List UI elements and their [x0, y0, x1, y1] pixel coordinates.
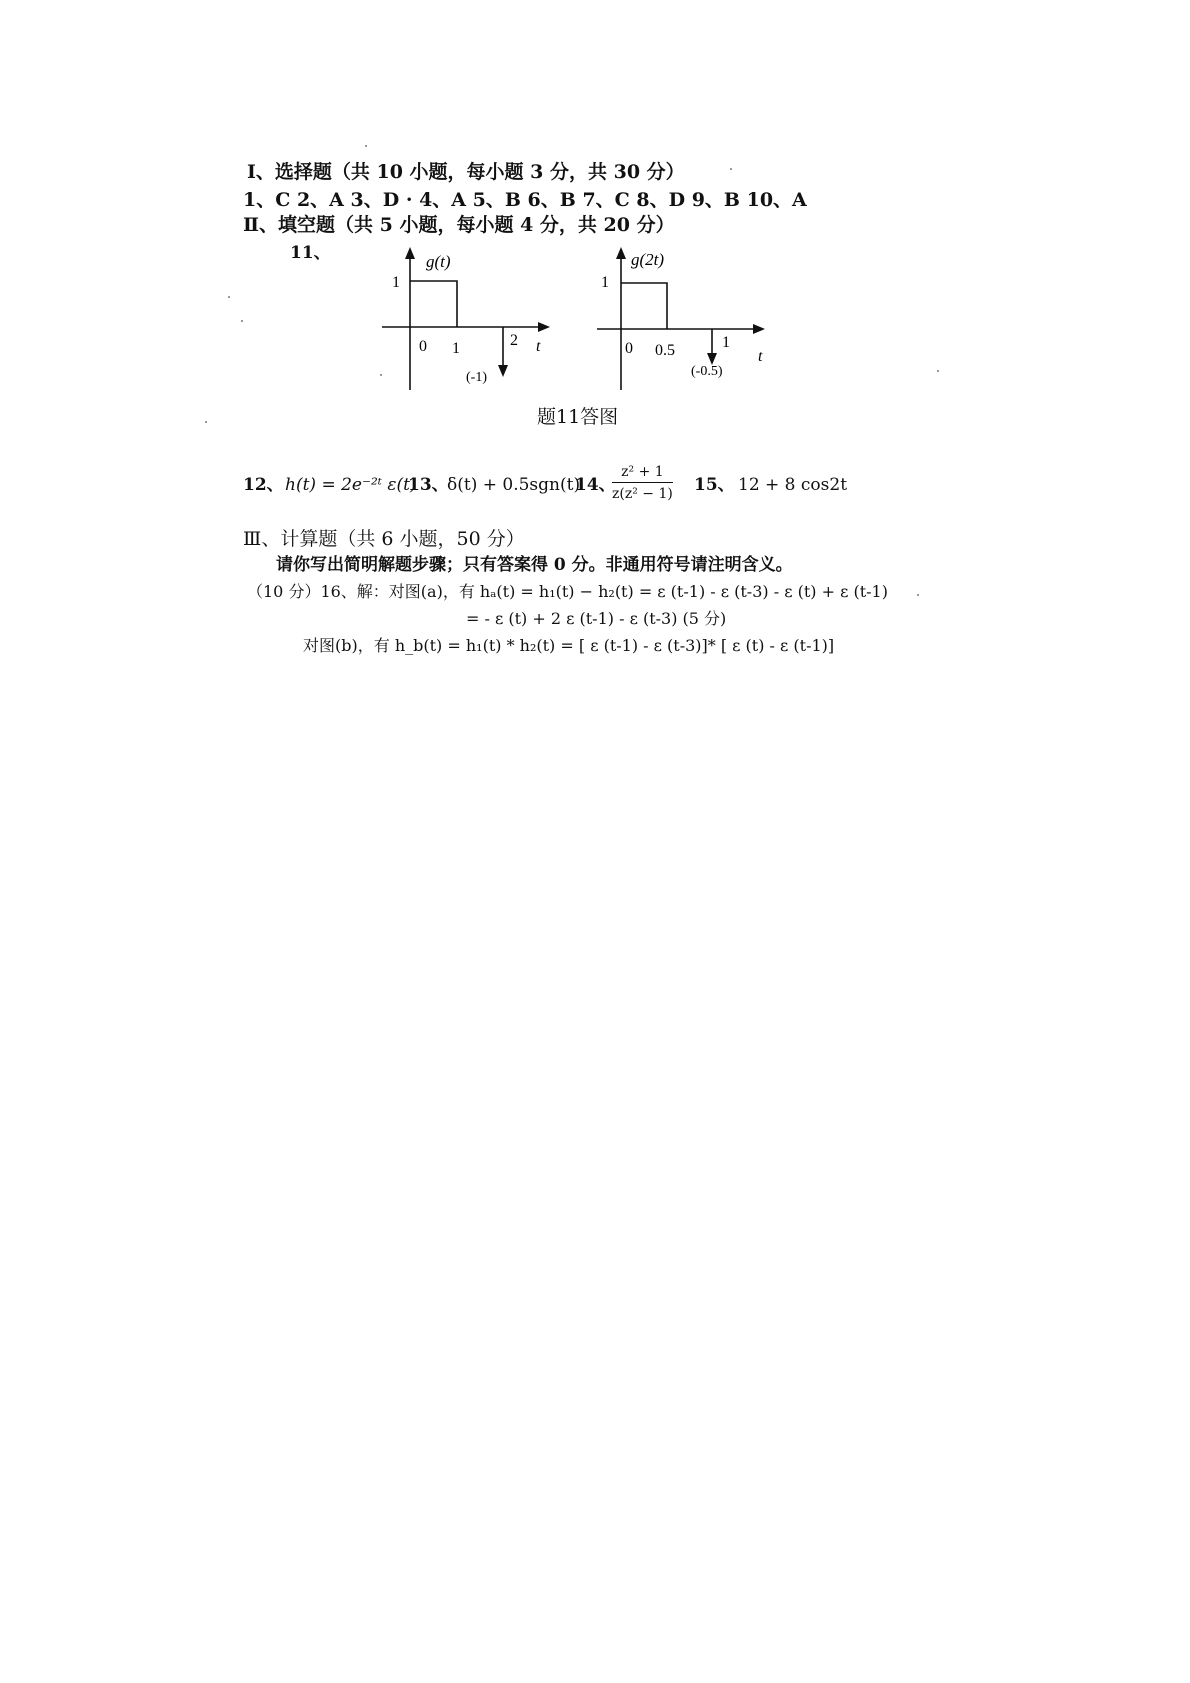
fig1-y-tick-1: 1 — [392, 274, 400, 291]
section1-answers: 1、C 2、A 3、D · 4、A 5、B 6、B 7、C 8、D 9、B 10、A — [243, 189, 807, 211]
section3-instruction: 请你写出简明解题步骤；只有答案得 0 分。非通用符号请注明含义。 — [276, 555, 793, 575]
fig2-impulse-label: (-0.5) — [691, 364, 723, 379]
section2-heading: Ⅱ、填空题（共 5 小题，每小题 4 分，共 20 分） — [243, 214, 675, 236]
q14-fraction — [612, 464, 673, 502]
fig2-x-arrowhead — [753, 324, 765, 334]
q15-label: 15、 — [694, 475, 735, 495]
figure-caption: 题11答图 — [537, 406, 619, 428]
scan-speck — [228, 296, 230, 298]
fig1-rect-pulse — [410, 281, 457, 327]
scan-speck — [937, 370, 939, 372]
q16-line1: （10 分）16、解：对图(a)，有 hₐ(t) = h₁(t) − h₂(t) = ε (t-1) - ε (t-3) - ε (t) + ε (t-1) — [247, 582, 888, 601]
q14-label: 14、 — [575, 475, 616, 495]
fig1-title: g(t) — [426, 252, 451, 271]
q14-denominator: z(z² − 1) — [612, 486, 673, 502]
scan-speck — [365, 145, 367, 147]
fig1-impulse-arrowhead — [498, 365, 508, 377]
q12-answer: h(t) = 2e⁻²ᵗ ε(t) — [285, 475, 417, 495]
q13-label: 13、 — [408, 475, 449, 495]
q15-answer: 12 + 8 cos2t — [738, 475, 848, 495]
fig2-rect-pulse — [621, 283, 667, 329]
q13-answer: δ(t) + 0.5sgn(t) — [447, 475, 581, 495]
fig2-x-axis-label: t — [758, 348, 763, 365]
scan-speck — [917, 594, 919, 596]
figure-g-of-2t — [585, 245, 785, 395]
fig2-x-tick-1: 1 — [722, 334, 730, 351]
figure-g-of-t — [370, 245, 560, 395]
fig1-x-tick-1: 1 — [452, 340, 460, 357]
fig2-y-tick-1: 1 — [601, 274, 609, 291]
fig1-x-axis-label: t — [536, 338, 541, 355]
fig2-x-tick-0: 0 — [625, 340, 633, 357]
q16-line3: 对图(b)，有 h_b(t) = h₁(t) * h₂(t) = [ ε (t-1) - ε (t-3)]* [ ε (t) - ε (t-1)] — [303, 636, 835, 655]
fig1-y-arrowhead — [405, 247, 415, 259]
q11-label: 11、 — [290, 243, 331, 263]
scan-speck — [380, 374, 382, 376]
fig1-x-tick-2: 2 — [510, 332, 518, 349]
fig1-x-tick-0: 0 — [419, 338, 427, 355]
section3-heading: Ⅲ、计算题（共 6 小题，50 分） — [243, 528, 525, 550]
scan-speck — [730, 168, 732, 170]
fig2-title: g(2t) — [631, 250, 665, 269]
q12-label: 12、 — [243, 475, 284, 495]
scan-speck — [205, 421, 207, 423]
section1-heading: Ⅰ、选择题（共 10 小题，每小题 3 分，共 30 分） — [247, 161, 685, 183]
fig1-x-arrowhead — [538, 322, 550, 332]
q14-numerator: z² + 1 — [612, 464, 673, 483]
scan-speck — [241, 320, 243, 322]
fig2-x-tick-0-5: 0.5 — [655, 342, 675, 359]
fig1-impulse-label: (-1) — [466, 370, 487, 385]
fig2-y-arrowhead — [616, 247, 626, 259]
q16-line2: = - ε (t) + 2 ε (t-1) - ε (t-3) (5 分) — [466, 609, 727, 628]
